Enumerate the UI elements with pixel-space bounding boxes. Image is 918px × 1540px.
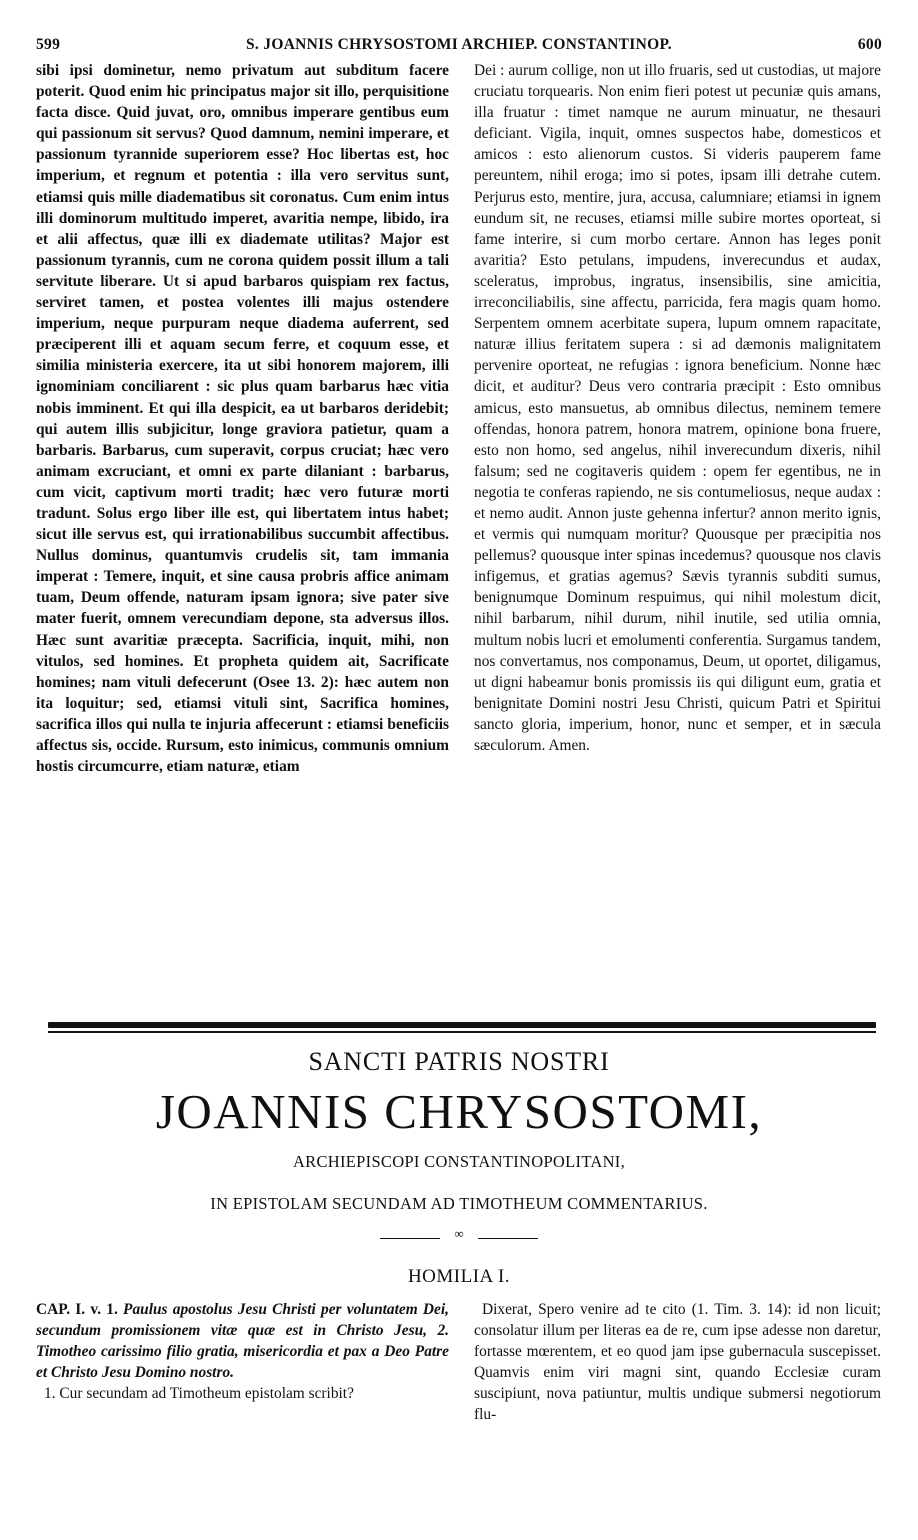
upper-right-column xyxy=(474,60,881,1010)
page-number-left: 599 xyxy=(36,36,61,53)
upper-left-text: sibi ipsi dominetur, nemo privatum aut subditum facere poterit. Quod enim hic principatus major sit illo, perquisitione facta disce. Quid juvat, oro, omnibus imperare gentibus eum qui passionum sit servus? Quod damnum, nemini imperare, et passionum tyrannide superiorem esse? Hoc libertas est, hoc imperium, et regnum et potentia : illa vero servitus sunt, etiamsi quis mille diadematibus sit coronatus. Cum enim intus illi dominorum multitudo imperet, avaritia nempe, libido, ira et alii affectus, quæ illi ex diademate utilitas? Major est passionum tyrannis, cum ne corona quidem possit illum a tali servitute liberare. Ut si apud barbaros quispiam rex factus, serviret tamen, et postea volentes illi majus ostendere imperium, neque purpuram neque diadema auferrent, sed præciperent illi et aquam secum ferre, et coquum esse, et similia ministeria exercere, ita ut sibi honorem majorem, illi ignominiam conciliarent : sic plus quam barbarus hæc vitia nobis imminent. Et qui illa despicit, ea ut barbaros deridebit; qui autem illis subjicitur, longe graviora patietur, quam a barbaris. Barbarus, cum superavit, corpus cruciat; hæc vero animam excruciant, et omni ex parte dilaniant : barbarus, cum vicit, captivum morti tradit; hæc vero futuræ morti tradunt. Solus ergo liber ille est, qui libertatem intus habet; sicut ille servus est, qui irrationabilibus succumbit affectibus. Nullus dominus, quantumvis crudelis sit, tam immania imperat : Temere, inquit, et sine causa probris affice animam tuam, Deum offende, naturam ipsam ignora; sive pater sive mater fuerit, omnem verecundiam depone, sta adversus illos. Hæc sunt avaritiæ præcepta. Sacrificia, inquit, mihi, non vitulos, sed homines. Et propheta quidem ait, Sacrificate homines; nam vituli defecerunt (Osee 13. 2): hæc autem non ita loquitur; sed, etiamsi vituli sint, Sacrifica homines, sacrifica illos qui nulla te injuria affecerunt : etiamsi beneficiis affectus sis, occide. Rursum, esto inimicus, communis omnium hostis circumcurre, etiam naturæ, etiam xyxy=(36,62,449,776)
ornament-divider xyxy=(380,1226,538,1245)
title-line-4: IN EPISTOLAM SECUNDAM AD TIMOTHEUM COMMENTARIUS. xyxy=(210,1194,708,1213)
title-line-2: JOANNIS CHRYSOSTOMI, xyxy=(155,1084,763,1139)
scripture-text: Paulus apostolus Jesu Christi per voluntatem Dei, secundum promissionem vitæ quæ est in Christo Jesu, 2. Timotheo carissimo filio gratia, misericordia et pax a Deo Patre et Christo Jesu Domino nostro. xyxy=(36,1301,449,1382)
running-title: S. JOANNIS CHRYSOSTOMI ARCHIEP. CONSTANTINOP. xyxy=(246,36,672,53)
section-rule-thin xyxy=(48,1031,876,1033)
title-line-1: SANCTI PATRIS NOSTRI xyxy=(308,1047,610,1076)
page-number-right: 600 xyxy=(857,36,882,53)
chapter-verse-label: CAP. I. v. 1. xyxy=(36,1301,118,1318)
homily-heading: HOMILIA I. xyxy=(407,1266,511,1287)
ornament-line-right xyxy=(478,1238,538,1239)
upper-left-column xyxy=(36,60,449,1010)
lower-right-column xyxy=(474,1299,881,1475)
scripture-passage xyxy=(36,1299,449,1383)
upper-right-text: Dei : aurum collige, non ut illo fruaris, sed ut custodias, ut majore cruciatu torquearis. Non enim fieri potest ut pecuniæ quis amans, illa fruatur : timet namque ne aurum minuatur, ne thesauri deficiant. Vigila, inquit, omnes suspectos habe, domesticos et amicos : esto alienorum custos. Si videris pauperem fame pereuntem, nihil eroga; imo si potes, ipsam illi detrahe cutem. Perjurus esto, mentire, jura, accusa, calumniare; etiamsi in ignem eundum sit, ne recuses, etiamsi mille subire mortes oporteat, si fame interire, si cum morbo certare. Annon has leges ponit avaritia? Esto petulans, impudens, inverecundus et audax, sceleratus, improbus, ingratus, insensibilis, sine amicitia, irreconciliabilis, sine affectu, parricida, fera magis quam homo. Serpentem omnem acerbitate supera, lupum omnem rapacitate, naturæ illius feritatem supera : si ad dæmonis malignitatem pervenire oporteat, ne refugias : ignora beneficium. Nonne hæc dicit, et auditur? Deus vero contraria præcipit : Esto omnibus amicus, esto mansuetus, ab omnibus dilectus, neminem temere offendas, honora patrem, honora matrem, opinione bona fruere, esto non homo, sed angelus, nihil inverecundum dixeris, nihil falsum; sed ne cogitaveris quidem : opem fer egentibus, ne in negotia te conferas rapiendo, ne sis contumeliosus, neque audax : et nemo audit. Annon juste gehenna infertur? annon merito ignis, et vermis qui numquam moritur? Quousque per præcipitia nos pellemus? quousque inter spinas incedemus? quousque nos clavis infigemus, et gratias agemus? Sævis tyrannis subditi sumus, benignumque Dominum respuimus, qui nihil molestum dicit, nihil barbarum, nihil durum, nihil inutile, sed utilia omnia, multum nobis lucri et emolumenti conferentia. Surgamus tandem, nos convertamus, nos componamus, Deum, ut oportet, diligamus, ut digni habeamur bonis promissis iis qui diligunt eum, gratia et benignitate Domini nostri Jesu Christi, quicum Patri et Spiritui sancto gloria, imperium, honor, nunc et semper, et in sæcula sæculorum. Amen. xyxy=(474,62,881,754)
section-rule-thick xyxy=(48,1022,876,1028)
lower-right-text: Dixerat, Spero venire ad te cito (1. Tim. 3. 14): id non licuit; consolatur illum per literas ea de re, cum ipse adesse non daretur, fortasse mœrentem, et eo quod jam ipse gubernacula suscepisset. Quamvis enim viri magni sint, quando Ecclesiæ curam suscipiunt, nova patiuntur, multis undique submersi negotiorum flu- xyxy=(474,1301,881,1424)
argument-question: 1. Cur secundam ad Timotheum epistolam scribit? xyxy=(44,1385,354,1403)
running-head xyxy=(36,36,882,58)
ornament-glyph: ∞ xyxy=(454,1226,464,1241)
title-line-3: ARCHIEPISCOPI CONSTANTINOPOLITANI, xyxy=(292,1152,626,1171)
lower-left-column xyxy=(36,1299,449,1475)
